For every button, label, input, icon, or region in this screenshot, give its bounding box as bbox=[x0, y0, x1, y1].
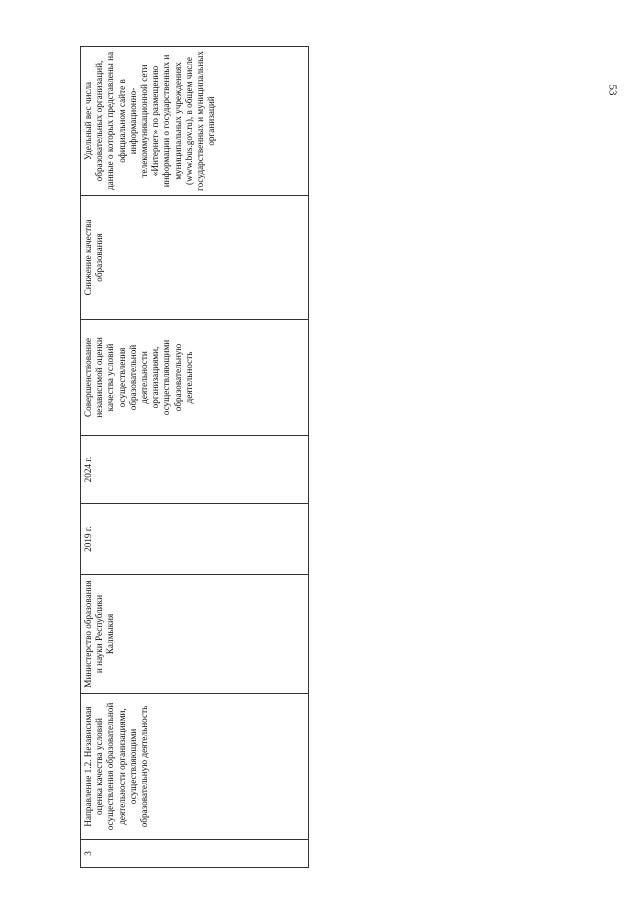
consequences-text: Снижение качества образования bbox=[83, 219, 105, 296]
direction-cell bbox=[81, 694, 309, 840]
start-year-text: 2019 г. bbox=[83, 526, 93, 552]
page-number: 53 bbox=[606, 84, 618, 96]
executor-cell bbox=[81, 575, 309, 694]
indicator-cell bbox=[81, 47, 309, 196]
indicator-text: Удельный вес числа образовательных организаций, данные о которых представлены на официальном сайте в информационно-телекоммуникационной сети «Интернет» по размещению информации о государственных и муниципальных учреждениях (www.bus.gov.ru), в общем числе государственных и муниципальных организаций bbox=[83, 51, 217, 191]
row-number: 3 bbox=[83, 851, 93, 856]
expected-result-text: Совершенствование независимой оценки качества условий осуществления образовательной деятельности организациями, осуществляющими образовательную деятельность bbox=[83, 337, 194, 418]
consequences-cell bbox=[81, 196, 309, 320]
executor-text: Министерство образования и науки Республики Калмыкия bbox=[83, 580, 116, 688]
row-number-cell bbox=[81, 840, 309, 868]
end-year-text: 2024 г. bbox=[83, 456, 93, 483]
start-year-cell bbox=[81, 504, 309, 575]
expected-result-cell bbox=[81, 320, 309, 436]
table-row bbox=[81, 47, 309, 868]
end-year-cell bbox=[81, 436, 309, 504]
direction-text: Направление 1.2. Независимая оценка качества условий осуществления образовательной деятельности организациями, осуществляющими образовательную деятельность bbox=[83, 702, 150, 831]
measures-table bbox=[80, 47, 309, 868]
